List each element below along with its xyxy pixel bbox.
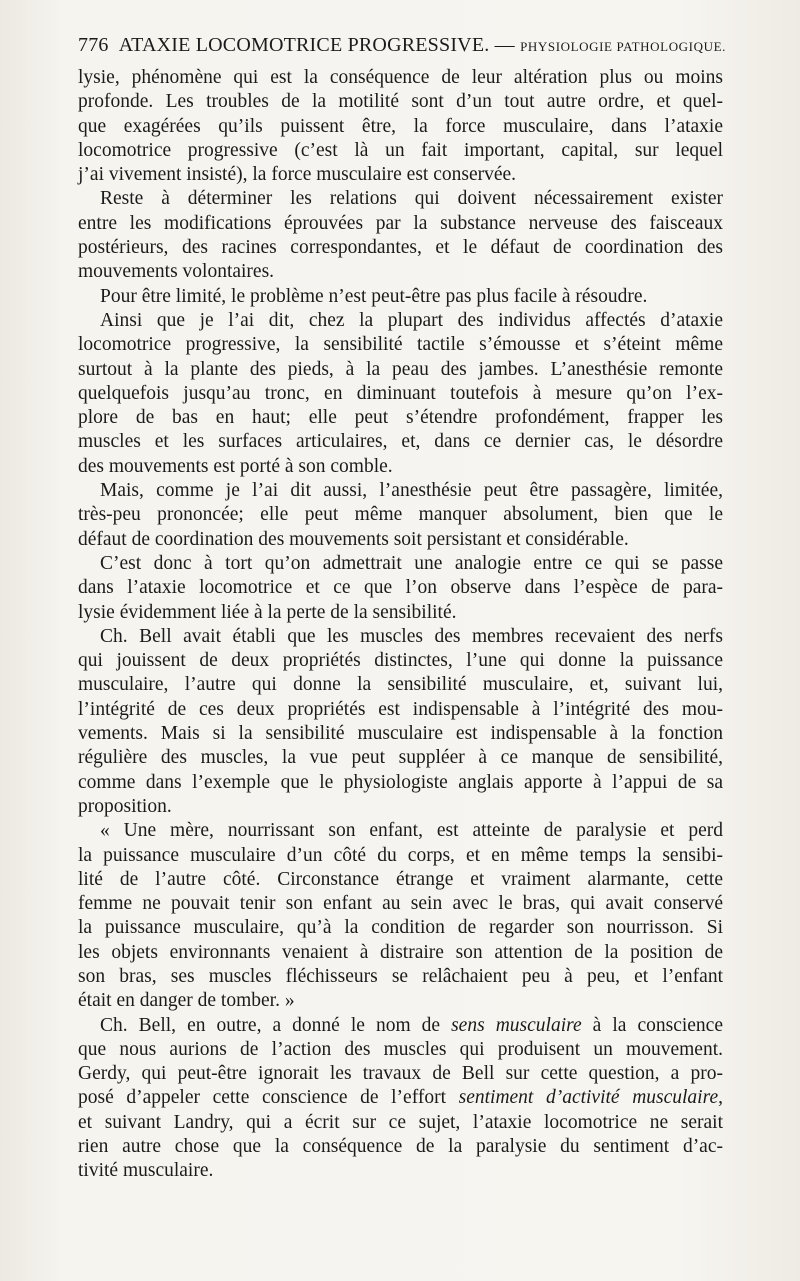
text-line: profonde. Les troubles de la motilité sont d’un tout autre ordre, et quel-: [78, 91, 723, 113]
text-line: Gerdy, qui peut-être ignorait les travaux de Bell sur cette question, a pro-: [78, 1063, 723, 1085]
text-line: plore de bas en haut; elle peut s’étendre profondément, frapper les: [78, 407, 723, 429]
header-separator: —: [494, 34, 515, 56]
text-line: comme dans l’exemple que le physiologiste anglais apporte à l’appui de sa: [78, 771, 723, 793]
paragraph: [78, 552, 723, 625]
text-line: que exagérées qu’ils puissent être, la force musculaire, dans l’ataxie: [78, 115, 723, 137]
text-line: entre les modifications éprouvées par la substance nerveuse des faisceaux: [78, 212, 723, 234]
header-title: ATAXIE LOCOMOTRICE PROGRESSIVE.: [118, 34, 490, 56]
text-line: Ch. Bell avait établi que les muscles des membres recevaient des nerfs: [100, 625, 723, 647]
text-line: Pour être limité, le problème n’est peut-être pas plus facile à résoudre.: [100, 285, 648, 307]
paragraph: [78, 187, 723, 284]
text-line: très-peu prononcée; elle peut même manquer absolument, bien que le: [78, 504, 723, 526]
text-line: Ch. Bell, en outre, a donné le nom de sens musculaire à la conscience: [100, 1014, 723, 1036]
text-line: son bras, ses muscles fléchisseurs se relâchaient peu à peu, et l’enfant: [78, 965, 723, 987]
paragraph: [78, 479, 723, 552]
text-line: Mais, comme je l’ai dit aussi, l’anesthésie peut être passagère, limitée,: [100, 480, 723, 502]
text-line: proposition.: [78, 795, 172, 817]
text-line: tivité musculaire.: [78, 1160, 214, 1182]
text-line: dans l’ataxie locomotrice et ce que l’on observe dans l’espèce de para-: [78, 577, 723, 599]
paragraph: [78, 309, 723, 479]
paragraph: [78, 819, 723, 1013]
text-line: posé d’appeler cette conscience de l’effort sentiment d’activité musculaire,: [78, 1087, 723, 1109]
text-line: les objets environnants venaient à distraire son attention de la position de: [78, 941, 723, 963]
text-line: la puissance musculaire d’un côté du corps, et en même temps la sensibi-: [78, 844, 723, 866]
text-line: vements. Mais si la sensibilité musculaire est indispensable à la fonction: [78, 723, 723, 745]
text-line: muscles et les surfaces articulaires, et, dans ce dernier cas, le désordre: [78, 431, 723, 453]
text-line: la puissance musculaire, qu’à la condition de regarder son nourrisson. Si: [78, 917, 723, 939]
text-line: qui jouissent de deux propriétés distinctes, l’une qui donne la puissance: [78, 650, 723, 672]
text-line: l’intégrité de ces deux propriétés est indispensable à l’intégrité des mou-: [78, 698, 723, 720]
text-line: était en danger de tomber. »: [78, 990, 295, 1012]
text-line: régulière des muscles, la vue peut suppléer à ce manque de sensibilité,: [78, 747, 723, 769]
page-body: [78, 66, 723, 1184]
text-line: lité de l’autre côté. Circonstance étrange et vraiment alarmante, cette: [78, 868, 723, 890]
text-line: C’est donc à tort qu’on admettrait une analogie entre ce qui se passe: [100, 552, 723, 574]
text-line: femme ne pouvait tenir son enfant au sein avec le bras, qui avait conservé: [78, 893, 723, 915]
paragraph: [78, 625, 723, 819]
text-line: postérieurs, des racines correspondantes, et le défaut de coordination des: [78, 237, 723, 259]
text-line: lysie évidemment liée à la perte de la sensibilité.: [78, 601, 457, 623]
text-line: lysie, phénomène qui est la conséquence de leur altération plus ou moins: [78, 67, 723, 88]
paragraph: [78, 66, 723, 187]
text-line: locomotrice progressive, la sensibilité tactile s’émousse et s’éteint même: [78, 334, 723, 356]
paragraph: [78, 1014, 723, 1184]
text-line: j’ai vivement insisté), la force musculaire est conservée.: [78, 164, 517, 186]
text-line: Ainsi que je l’ai dit, chez la plupart des individus affectés d’ataxie: [100, 309, 723, 331]
text-line: Reste à déterminer les relations qui doivent nécessairement exister: [100, 188, 723, 210]
text-line: surtout à la plante des pieds, à la peau des jambes. L’anesthésie remonte: [78, 358, 723, 380]
text-line: mouvements volontaires.: [78, 261, 275, 283]
text-line: musculaire, l’autre qui donne la sensibilité musculaire, et, suivant lui,: [78, 674, 723, 696]
text-line: « Une mère, nourrissant son enfant, est atteinte de paralysie et perd: [100, 820, 723, 842]
text-line: rien autre chose que la conséquence de la paralysie du sentiment d’ac-: [78, 1136, 723, 1158]
header-section: PHYSIOLOGIE PATHOLOGIQUE.: [520, 39, 726, 54]
running-header: [78, 34, 726, 57]
text-line: et suivant Landry, qui a écrit sur ce sujet, l’ataxie locomotrice ne serait: [78, 1111, 723, 1133]
text-line: que nous aurions de l’action des muscles qui produisent un mouvement.: [78, 1038, 723, 1060]
text-line: défaut de coordination des mouvements soit persistant et considérable.: [78, 528, 629, 550]
page-number: 776: [78, 34, 109, 56]
text-line: des mouvements est porté à son comble.: [78, 455, 393, 477]
paragraph: [78, 285, 723, 309]
text-line: quelquefois jusqu’au tronc, en diminuant toutefois à mesure qu’on l’ex-: [78, 382, 723, 404]
text-line: locomotrice progressive (c’est là un fait important, capital, sur lequel: [78, 139, 723, 161]
